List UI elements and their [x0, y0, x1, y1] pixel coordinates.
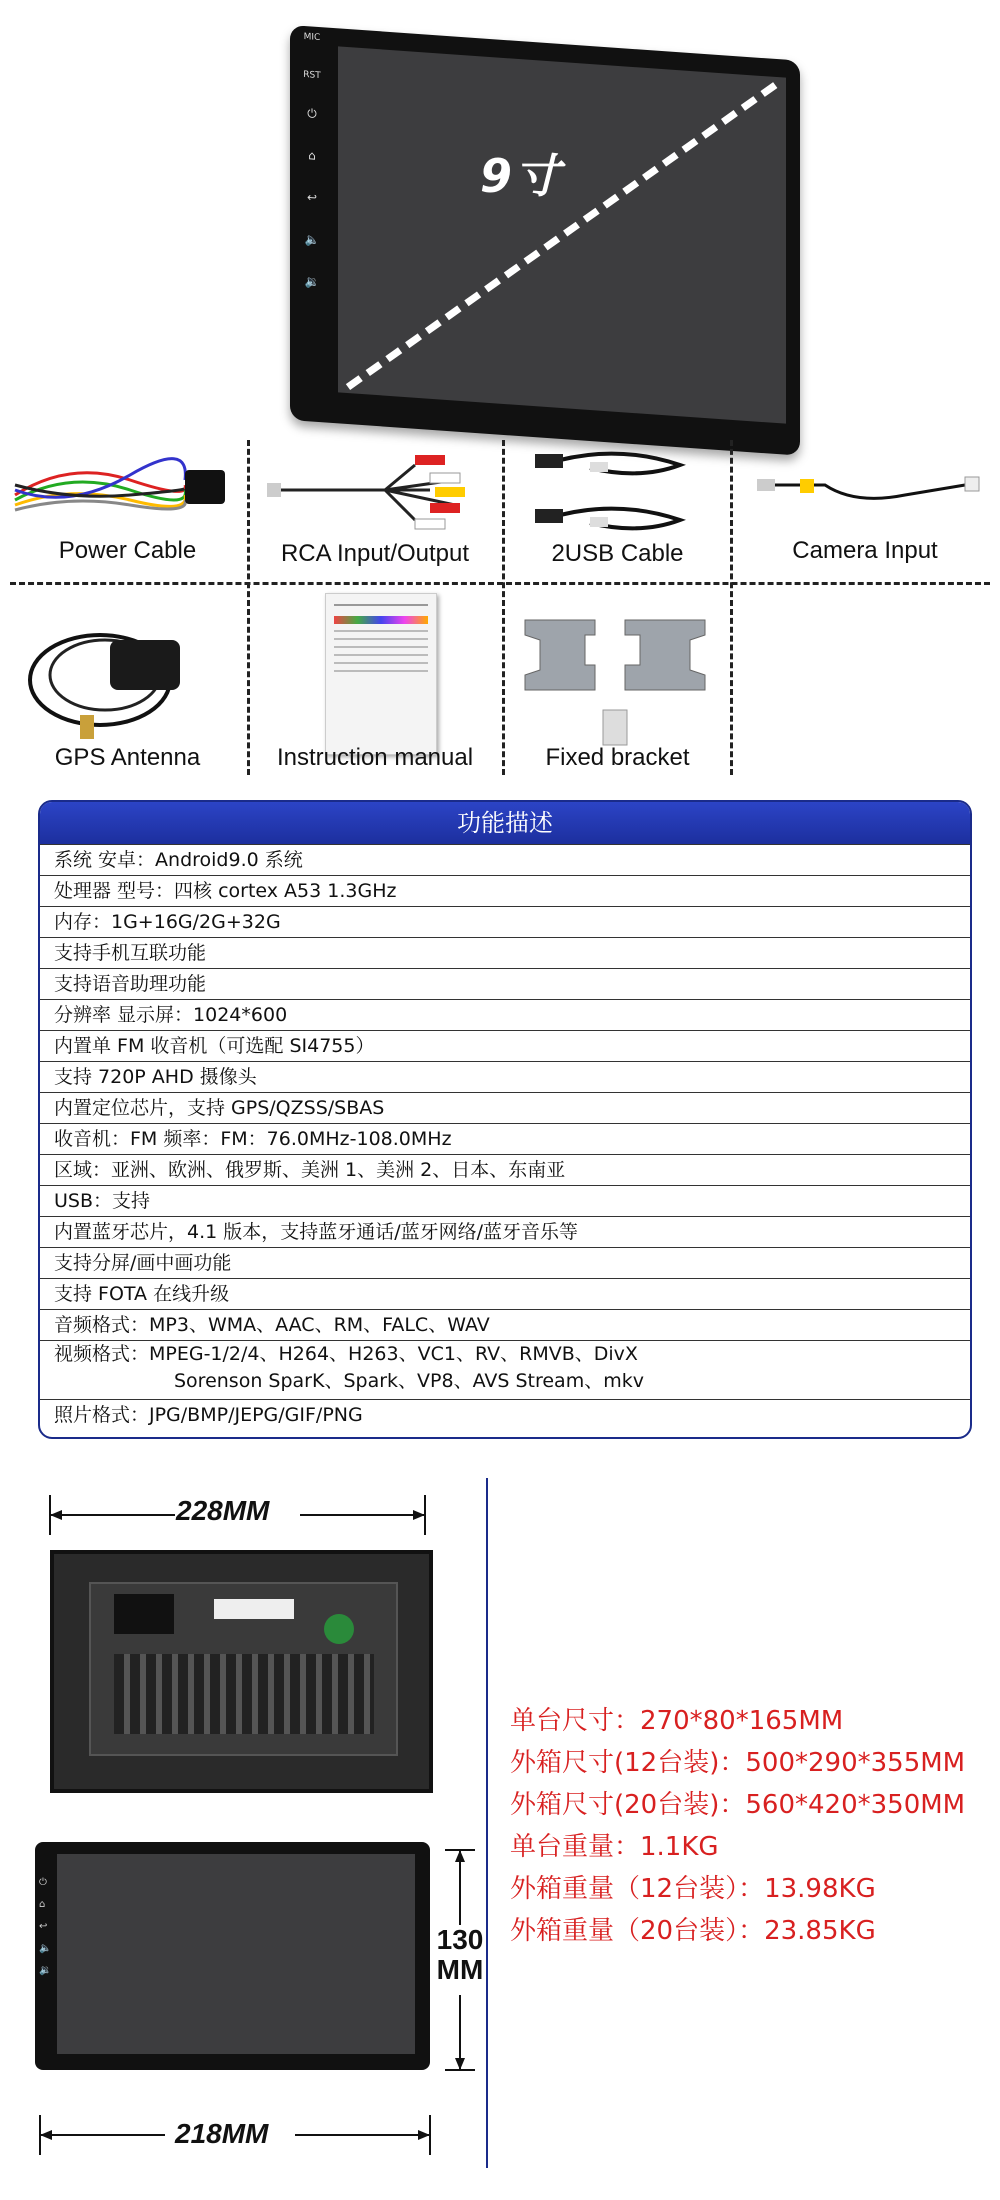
spec-row: 支持语音助理功能	[40, 968, 970, 999]
home-icon: ⌂	[308, 148, 316, 163]
spec-row: 处理器 型号：四核 cortex A53 1.3GHz	[40, 875, 970, 906]
accessory-label: 2USB Cable	[551, 540, 684, 567]
packing-line: 外箱尺寸(12台装)：500*290*355MM	[510, 1748, 966, 1778]
accessory-label: RCA Input/Output	[280, 540, 470, 567]
accessories-grid	[0, 430, 1000, 780]
unit-back-image	[50, 1550, 433, 1793]
head-unit-device	[290, 25, 800, 456]
manual-image	[325, 593, 437, 755]
gps-antenna-image	[20, 620, 220, 740]
spec-row: 支持分屏/画中画功能	[40, 1247, 970, 1278]
spec-row-video	[40, 1340, 970, 1399]
dimension-drawings	[0, 1480, 484, 2200]
volume-down-icon: 🔉	[304, 274, 320, 290]
side-buttons: ⏻ ⌂ ↩ 🔈 🔉	[39, 1877, 52, 1976]
spec-row: 内置单 FM 收音机（可选配 SI4755）	[40, 1030, 970, 1061]
device-screen	[338, 46, 786, 423]
spec-row-photo: 照片格式：JPG/BMP/JEPG/GIF/PNG	[40, 1399, 970, 1430]
hero-product-image	[0, 0, 1000, 430]
power-cable-image	[10, 450, 240, 530]
spec-rows	[40, 844, 970, 1340]
spec-row-video-line2: Sorenson SparK、Spark、VP8、AVS Stream、mkv	[174, 1370, 644, 1392]
spec-row: 内置蓝牙芯片，4.1 版本，支持蓝牙通话/蓝牙网络/蓝牙音乐等	[40, 1216, 970, 1247]
spec-row: 收音机：FM 频率：FM：76.0MHz-108.0MHz	[40, 1123, 970, 1154]
accessory-label: GPS Antenna	[54, 744, 201, 771]
divider	[502, 440, 505, 775]
height-label	[434, 1925, 486, 1985]
spec-row: 音频格式：MP3、WMA、AAC、RM、FALC、WAV	[40, 1309, 970, 1340]
divider	[247, 440, 250, 775]
spec-row: 支持 720P AHD 摄像头	[40, 1061, 970, 1092]
spec-row: 内置定位芯片，支持 GPS/QZSS/SBAS	[40, 1092, 970, 1123]
usb-cable-image	[530, 440, 710, 550]
spec-table-title: 功能描述	[40, 802, 970, 844]
spec-row: 支持手机互联功能	[40, 937, 970, 968]
height-label-number: 130	[436, 1924, 484, 1955]
packing-line: 单台尺寸：270*80*165MM	[510, 1706, 844, 1736]
camera-cable-image	[755, 455, 985, 525]
height-label-unit: MM	[436, 1954, 484, 1985]
back-icon: ↩	[306, 190, 318, 205]
accessory-label: Instruction manual	[276, 744, 474, 771]
spec-row-video-line1: 视频格式：MPEG-1/2/4、H264、H263、VC1、RV、RMVB、DivX	[54, 1343, 638, 1365]
accessory-label: Fixed bracket	[545, 744, 690, 771]
volume-up-icon: 🔈	[304, 232, 320, 248]
packing-line: 外箱尺寸(20台装)：560*420*350MM	[510, 1790, 966, 1820]
spec-row: USB：支持	[40, 1185, 970, 1216]
packing-line: 外箱重量（20台装）：23.85KG	[510, 1916, 876, 1946]
width-top-label: 228MM	[176, 1495, 270, 1526]
packing-info	[510, 1700, 990, 1952]
unit-front-image	[35, 1842, 430, 2070]
divider	[10, 582, 990, 585]
accessory-label: Power Cable	[58, 537, 197, 564]
spec-row: 内存：1G+16G/2G+32G	[40, 906, 970, 937]
screen-size-label: 9寸	[480, 149, 563, 203]
mic-label: MIC	[303, 31, 321, 44]
rst-label: RST	[303, 69, 321, 82]
section-divider	[486, 1478, 488, 2168]
spec-row: 区域：亚洲、欧洲、俄罗斯、美洲 1、美洲 2、日本、东南亚	[40, 1154, 970, 1185]
spec-row: 支持 FOTA 在线升级	[40, 1278, 970, 1309]
rca-cable-image	[265, 445, 495, 545]
spec-table	[38, 800, 972, 1439]
width-bottom-label: 218MM	[175, 2118, 269, 2149]
power-icon: ⏻	[307, 106, 317, 121]
accessory-label: Camera Input	[792, 537, 938, 564]
bracket-image	[515, 610, 725, 760]
spec-row: 分辨率 显示屏：1024*600	[40, 999, 970, 1030]
packing-line: 单台重量：1.1KG	[510, 1832, 719, 1862]
spec-row: 系统 安卓：Android9.0 系统	[40, 844, 970, 875]
divider	[730, 440, 733, 775]
packing-line: 外箱重量（12台装）：13.98KG	[510, 1874, 876, 1904]
